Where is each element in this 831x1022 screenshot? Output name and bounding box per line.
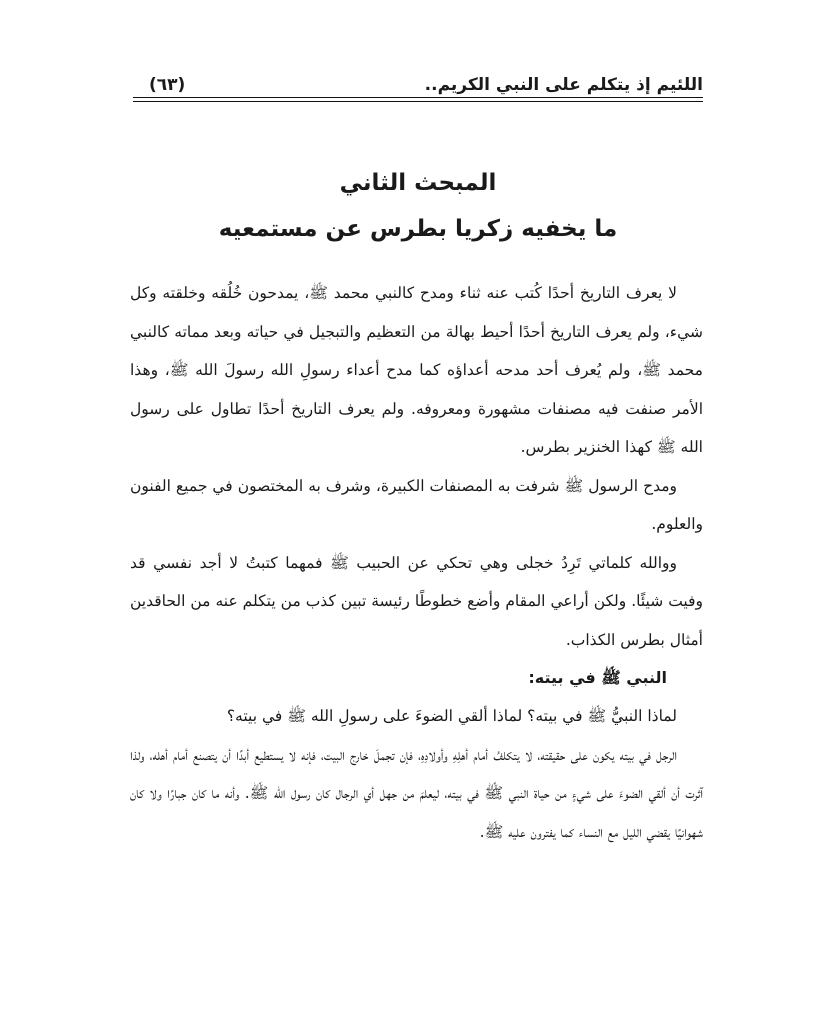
section-heading: المبحث الثاني — [339, 170, 497, 196]
paragraph: لا يعرف التاريخ أحدًا كُتب عنه ثناء ومدح كالنبي محمد ﷺ، يمدحون خُلُقه وخلقته وكل شيء، ولم يعرف التاريخ أحدًا أحيط بهالة من التعظيم والتبجيل في حياته وبعد مماته كالنبي محمد ﷺ، ولم يُعرف أحد مدحه أعداؤه كما مدح أعداء رسولِ الله رسولَ الله ﷺ، وهذا الأمر صنفت فيه مصنفات مشهورة ومعروفه. ولم يعرف التاريخ أحدًا تطاول على رسول الله ﷺ كهذا الخنزير بطرس. — [130, 284, 703, 456]
paragraph: لماذا النبيُّ ﷺ في بيته؟ لماذا ألقي الضوءَ على رسولِ الله ﷺ في بيته؟ — [226, 707, 677, 725]
subsection-heading: النبي ﷺ في بيته: — [528, 668, 667, 687]
body-text — [130, 274, 703, 851]
header-rule-thin — [133, 101, 703, 102]
paragraph: ووالله كلماتي تَرِدُ خجلى وهي تحكي عن الحبيب ﷺ فمهما كتبتُ لا أجد نفسي قد وفيت شيئًا. ولكن أراعي المقام وأضع خطوطًا رئيسة تبين كذب من يتكلم عنه من الحاقدين أمثال بطرس الكذاب. — [130, 553, 703, 649]
header-rule-thick — [133, 97, 703, 98]
paragraph: الرجل في بيته يكون على حقيقته، لا يتكلفُ أمام أهلِهِ وأولادِهِ، فإن تجملَ خارج البيت، فإنه لا يستطيع أبدًا أن يتصنع أمام أهله، ولذا آثرت أن ألقي الضوءَ على شيءٍ من حياة النبي ﷺ في بيته، ليعلمَ من جهل أي الرجال كان رسول الله ﷺ. وأنه ما كان جبارًا ولا كان شهوانيًا يقضي الليل مع النساء كما يفترون عليه ﷺ. — [130, 745, 703, 841]
paragraph: ومدح الرسول ﷺ شرفت به المصنفات الكبيرة، وشرف به المختصون في جميع الفنون والعلوم. — [130, 476, 703, 533]
section-subtitle: ما يخفيه زكريا بطرس عن مستمعيه — [218, 216, 618, 242]
running-title: اللئيم إذ يتكلم على النبي الكريم.. — [424, 75, 703, 95]
section-headings — [133, 160, 703, 252]
page-number: (٦٣) — [149, 75, 186, 95]
running-header — [133, 70, 703, 96]
